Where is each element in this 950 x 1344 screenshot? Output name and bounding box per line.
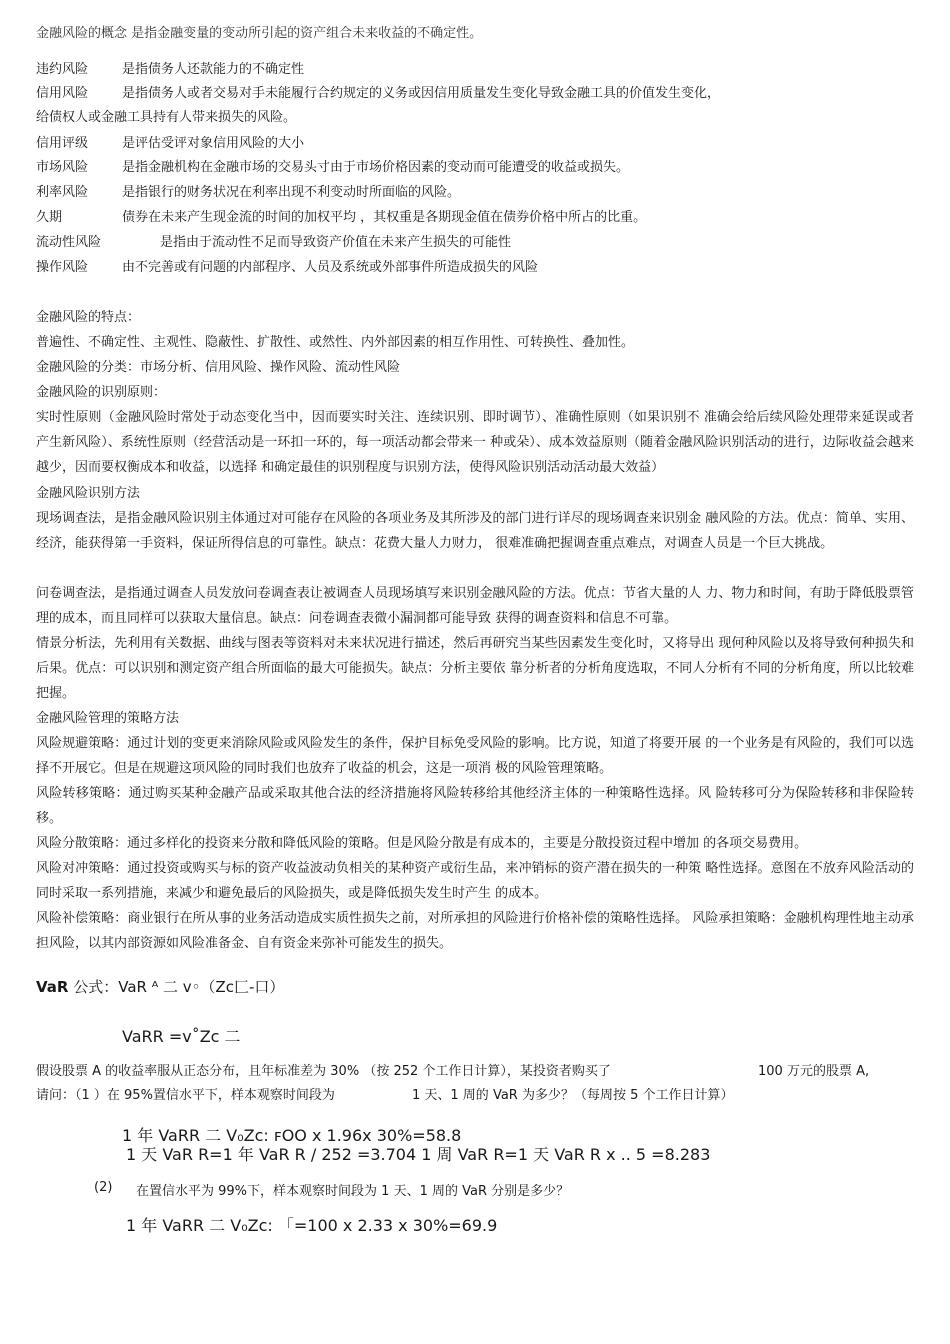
paragraph: 风险规避策略：通过计划的变更来消除风险或风险发生的条件，保护目标免受风险的影响。比方说，知道了将要开展 的一个业务是有风险的，我们可以选择不开展它。但是在规避这项风险的同时我们也放弃了收益的机会，这是一项消 极的风险管理策略。 [36, 736, 914, 777]
definition-text: 由不完善或有问题的内部程序、人员及系统或外部事件所造成损失的风险 [122, 260, 539, 275]
definition-term: 信用评级 [36, 136, 89, 151]
paragraph: 现场调查法，是指金融风险识别主体通过对可能存在风险的各项业务及其所涉及的部门进行详尽的现场调查来识别金 融风险的方法。优点：简单、实用、经济，能获得第一手资料，保证所得信息的可靠性。缺点：花费大量人力财力， 很难准确把握调查重点难点，对调查人员是一个巨大挑战。 [36, 511, 914, 552]
definition-row [36, 86, 721, 102]
definition-row [36, 260, 539, 276]
definition-text: 是评估受评对象信用风险的大小 [122, 136, 305, 151]
definition-row [36, 136, 305, 152]
calc-line: 1 年 VaRR 二 V₀Zc: ꜰOO x 1.96x 30%=58.8 [122, 1126, 462, 1145]
section-heading: 金融风险的特点： [36, 310, 141, 325]
section-heading: 金融风险管理的策略方法 [36, 711, 180, 726]
paragraph: 风险转移策略：通过购买某种金融产品或采取其他合法的经济措施将风险转移给其他经济主体的一种策略性选择。风 险转移可分为保险转移和非保险转移。 [36, 786, 914, 827]
definition-text: 是指由于流动性不足而导致资产价值在未来产生损失的可能性 [160, 235, 512, 250]
definition-text: 是指债务人或者交易对手未能履行合约规定的义务或因信用质量发生变化导致金融工具的价值发生变化， [122, 86, 721, 101]
definition-term: 流动性风险 [36, 235, 102, 250]
definition-row [36, 62, 305, 78]
problem-line-end: 1 天、1 周的 VaR 为多少？（每周按 5 个工作日计算） [412, 1088, 734, 1103]
paragraph: 风险分散策略：通过多样化的投资来分散和降低风险的策略。但是风险分散是有成本的，主要是分散投资过程中增加 的各项交易费用。 [36, 836, 808, 851]
section-heading: 金融风险的识别原则： [36, 385, 167, 400]
problem-line-end: 100 万元的股票 A, [758, 1064, 870, 1079]
definition-text: 债券在未来产生现金流的时间的加权平均 ，其权重是各期现金值在债券价格中所占的比重。 [122, 210, 647, 225]
definition-text: 是指银行的财务状况在利率出现不利变动时所面临的风险。 [122, 185, 461, 200]
definition-row [36, 235, 512, 251]
var-formula [36, 976, 284, 997]
cropped-top-line: 金融风险的概念 是指金融变量的变动所引起的资产组合未来收益的不确定性。 [36, 26, 483, 41]
definition-term: 信用风险 [36, 86, 89, 101]
paragraph: 情景分析法，先利用有关数据、曲线与图表等资料对未来状况进行描述，然后再研究当某些因素发生变化时，又将导出 现何种风险以及将导致何种损失和后果。优点：可以识别和测定资产组合所面临的最大可能损失。缺点：分析主要依 靠分析者的分析角度选取，不同人分析有不同的分析角度，所以比较难把握。 [36, 636, 914, 702]
paragraph: 普遍性、不确定性、主观性、隐蔽性、扩散性、或然性、内外部因素的相互作用性、可转换性、叠加性。 [36, 335, 635, 350]
definition-term: 利率风险 [36, 185, 89, 200]
calc-line: 1 天 VaR R=1 年 VaR R / 252 =3.704 1 周 VaR R=1 天 VaR R x .. 5 =8.283 [126, 1145, 711, 1164]
var-formula-expression: 公式：VaR ᴬ 二 v◦（Zc匚-口） [68, 978, 285, 996]
paragraph: 金融风险的分类：市场分析、信用风险、操作风险、流动性风险 [36, 360, 401, 375]
section-heading: 金融风险识别方法 [36, 486, 141, 501]
definition-row [36, 185, 461, 201]
definition-term: 久期 [36, 210, 63, 225]
paragraph: 风险补偿策略：商业银行在所从事的业务活动造成实质性损失之前，对所承担的风险进行价格补偿的策略性选择。 风险承担策略：金融机构理性地主动承担风险，以其内部资源如风险准备金、自有资金来弥补可能发生的损失。 [36, 911, 914, 952]
var-formula-2: VaRR =v˚Zc 二 [122, 1027, 241, 1046]
definition-continuation [36, 110, 296, 126]
question-text: 在置信水平为 99%下，样本观察时间段为 1 天、1 周的 VaR 分别是多少？ [136, 1184, 570, 1199]
definition-text: 是指金融机构在金融市场的交易头寸由于市场价格因素的变动而可能遭受的收益或损失。 [122, 160, 630, 175]
paragraph: 实时性原则（金融风险时常处于动态变化当中，因而要实时关注、连续识别、即时调节）、准确性原则（如果识别不 准确会给后续风险处理带来延误或者产生新风险）、系统性原则（经营活动是一环扣一环的，每一项活动都会带来一 种或朵）、成本效益原则（随着金融风险识别活动的进行，边际收益会越来越少，因而要权衡成本和收益，以选择 和确定最佳的识别程度与识别方法，使得风险识别活动活动最大效益） [36, 410, 914, 476]
question-number: (2) [94, 1180, 113, 1195]
definition-term: 违约风险 [36, 62, 89, 77]
definition-term: 市场风险 [36, 160, 89, 175]
definition-text: 给债权人或金融工具持有人带来损失的风险。 [36, 110, 297, 125]
var-formula-label: VaR [36, 978, 69, 996]
calc-line: 1 年 VaRR 二 V₀Zc: 「=100 x 2.33 x 30%=69.9 [126, 1216, 498, 1235]
definition-text: 是指债务人还款能力的不确定性 [122, 62, 305, 77]
definition-term: 操作风险 [36, 260, 89, 275]
paragraph: 问卷调查法，是指通过调查人员发放问卷调查表让被调查人员现场填写来识别金融风险的方法。优点：节省大量的人 力、物力和时间，有助于降低股票管理的成本，而且同样可以获取大量信息。缺点：问卷调查表微小漏洞都可能导致 获得的调查资料和信息不可靠。 [36, 586, 914, 627]
definition-row [36, 160, 630, 176]
problem-line: 假设股票 A 的收益率服从正态分布，且年标准差为 30% （按 252 个工作日计算），某投资者购买了 [36, 1064, 611, 1079]
definition-row [36, 210, 647, 226]
paragraph: 风险对冲策略：通过投资或购买与标的资产收益波动负相关的某种资产或衍生品，来冲销标的资产潜在损失的一种策 略性选择。意图在不放弃风险活动的同时采取一系列措施，来减少和避免最后的风险损失，或是降低损失发生时产生 的成本。 [36, 861, 914, 902]
problem-line: 请问：（1 ）在 95%置信水平下，样本观察时间段为 [36, 1088, 335, 1103]
